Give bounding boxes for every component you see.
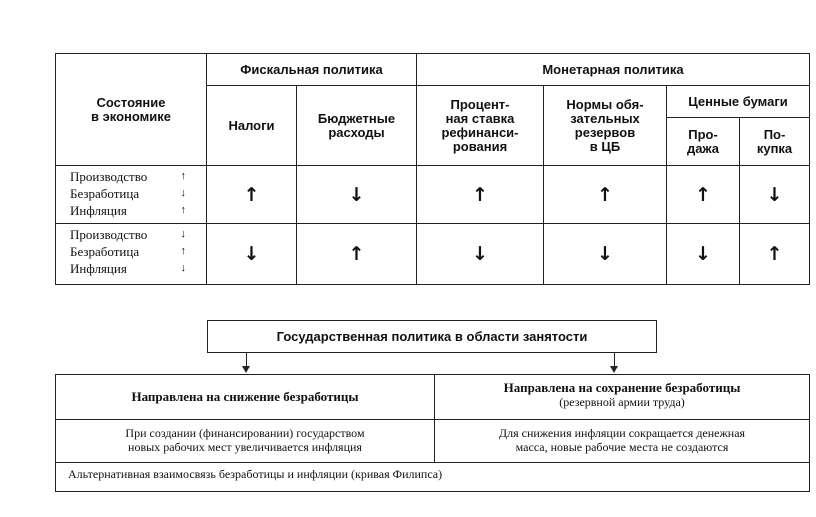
taxes-header: Налоги bbox=[207, 86, 297, 166]
arrow-icon: ↑ bbox=[667, 166, 740, 224]
arrow-icon: ↓ bbox=[667, 224, 740, 285]
arrow-icon: ↓ bbox=[207, 224, 297, 285]
policy-table bbox=[55, 53, 810, 285]
trend-arrow-icon: ↓ bbox=[180, 228, 186, 240]
state-cell: Производство ↓ Безработица ↑ Инфляция ↓ bbox=[56, 224, 207, 285]
reduce-unemployment-header: Направлена на снижение безработицы bbox=[55, 374, 435, 420]
arrow-icon: ↓ bbox=[417, 224, 544, 285]
arrowhead-icon bbox=[242, 366, 250, 373]
preserve-unemployment-header bbox=[434, 374, 810, 420]
fiscal-policy-header: Фискальная политика bbox=[207, 54, 417, 86]
refinancing-rate-header: Процент- ная ставка рефинанси- рования bbox=[417, 86, 544, 166]
securities-header: Ценные бумаги bbox=[667, 86, 810, 118]
arrow-icon: ↑ bbox=[417, 166, 544, 224]
state-header: Состояние в экономике bbox=[56, 54, 207, 166]
reduce-unemployment-text: При создании (финансировании) государством новых рабочих мест увеличивается инфляция bbox=[55, 419, 435, 463]
table-row bbox=[56, 224, 810, 285]
arrow-icon: ↑ bbox=[207, 166, 297, 224]
preserve-unemployment-text: Для снижения инфляции сокращается денежная масса, новые рабочие места не создаются bbox=[434, 419, 810, 463]
arrow-icon: ↑ bbox=[297, 224, 417, 285]
arrow-icon: ↓ bbox=[740, 166, 810, 224]
trend-arrow-icon: ↑ bbox=[180, 204, 186, 216]
reserve-norms-header: Нормы обя- зательных резервов в ЦБ bbox=[544, 86, 667, 166]
arrow-icon: ↑ bbox=[544, 166, 667, 224]
phillips-curve-footer: Альтернативная взаимосвязь безработицы и инфляции (кривая Филипса) bbox=[55, 462, 810, 492]
state-cell: Производство ↑ Безработица ↓ Инфляция ↑ bbox=[56, 166, 207, 224]
sale-header: Про- дажа bbox=[667, 118, 740, 166]
arrow-icon: ↓ bbox=[544, 224, 667, 285]
trend-arrow-icon: ↓ bbox=[180, 187, 186, 199]
preserve-unemployment-title: Направлена на сохранение безработицы bbox=[503, 380, 741, 395]
trend-arrow-icon: ↑ bbox=[180, 245, 186, 257]
reserve-army-subtitle: (резервной армии труда) bbox=[559, 395, 685, 409]
purchase-header: По- купка bbox=[740, 118, 810, 166]
trend-arrow-icon: ↓ bbox=[180, 262, 186, 274]
monetary-policy-header: Монетарная политика bbox=[417, 54, 810, 86]
arrow-icon: ↓ bbox=[297, 166, 417, 224]
trend-arrow-icon: ↑ bbox=[180, 170, 186, 182]
arrowhead-icon bbox=[610, 366, 618, 373]
budget-spending-header: Бюджетные расходы bbox=[297, 86, 417, 166]
arrow-icon: ↑ bbox=[740, 224, 810, 285]
table-row bbox=[56, 166, 810, 224]
employment-policy-title: Государственная политика в области занятости bbox=[207, 320, 657, 353]
